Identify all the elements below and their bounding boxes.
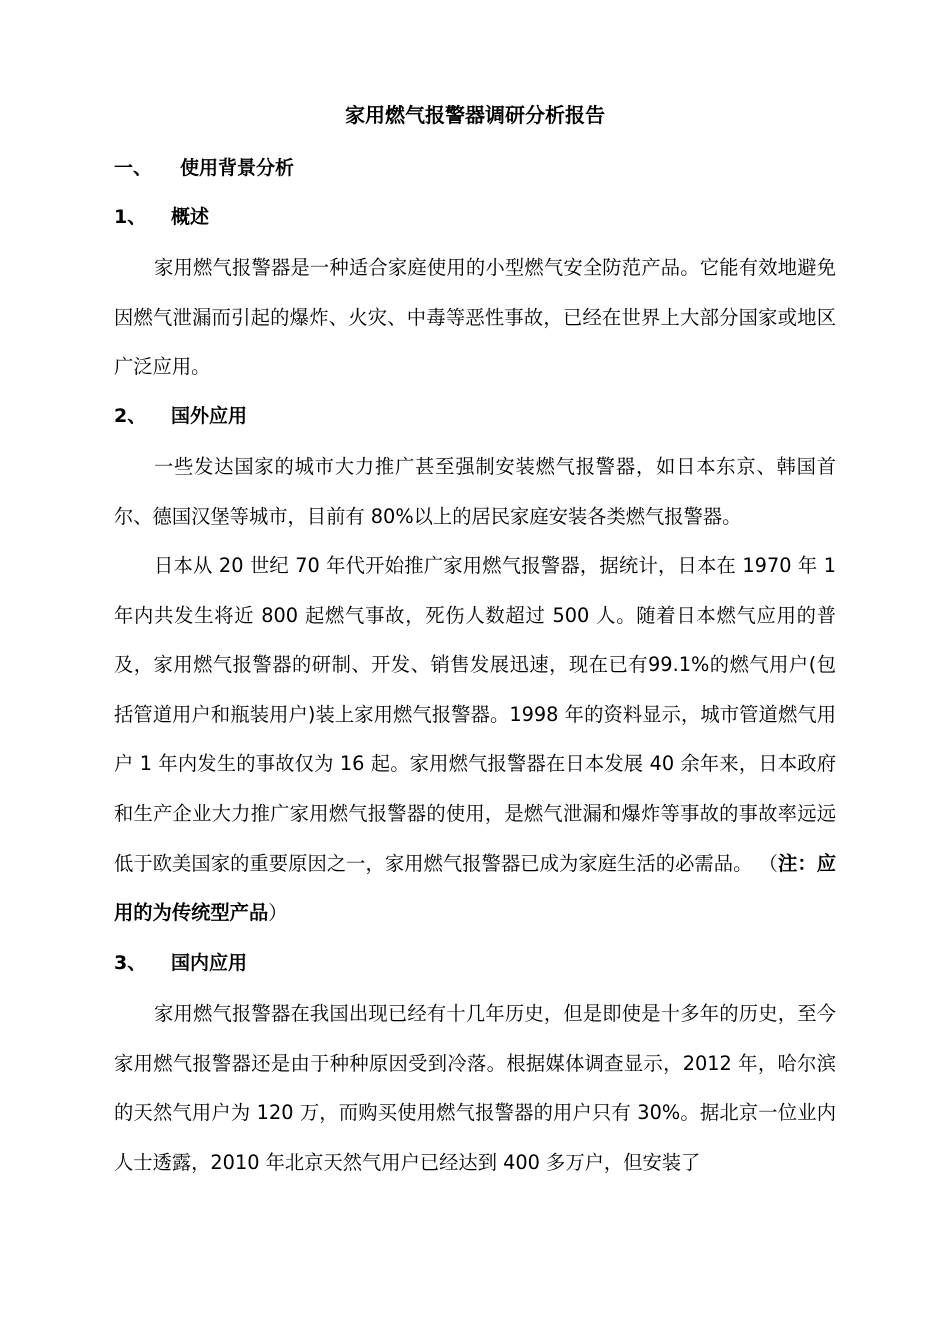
subsection-number: 3、	[114, 952, 147, 974]
section-heading-text: 使用背景分析	[180, 157, 295, 179]
subsection-number: 2、	[114, 405, 147, 427]
subsection-heading-text: 概述	[171, 206, 210, 228]
note-text: 注：应用的为传统型产品	[114, 851, 837, 925]
paragraph-overview: 家用燃气报警器是一种适合家庭使用的小型燃气安全防范产品。它能有效地避免因燃气泄漏而引起的爆炸、火灾、中毒等恶性事故，已经在世界上大部分国家或地区广泛应用。	[114, 256, 836, 379]
subsection-heading-text: 国内应用	[171, 952, 248, 974]
subsection-heading-text: 国外应用	[171, 405, 248, 427]
paragraph-foreign-1: 一些发达国家的城市大力推广甚至强制安装燃气报警器，如日本东京、韩国首尔、德国汉堡等城市，目前有 80%以上的居民家庭安装各类燃气报警器。	[114, 455, 836, 528]
paragraph-domestic: 家用燃气报警器在我国出现已经有十几年历史，但是即使是十多年的历史，至今家用燃气报警器还是由于种种原因受到冷落。根据媒体调查显示，2012 年，哈尔滨的天然气用户为 120 万，而购买使用燃气报警器的用户只有 30%。据北京一位业内人士透露，2010 年北京天然气用户已经达到 400 多万户，但安装了	[114, 1002, 836, 1174]
subsection-heading-2	[114, 399, 247, 433]
document-title: 家用燃气报警器调研分析报告	[345, 103, 605, 127]
section-number: 一、	[114, 157, 153, 179]
paragraph-foreign-2	[114, 541, 836, 938]
paragraph-foreign-2-text: 日本从 20 世纪 70 年代开始推广家用燃气报警器，据统计，日本在 1970 年 1 年内共发生将近 800 起燃气事故，死伤人数超过 500 人。随着日本燃气应用的普及，家用燃气报警器的研制、开发、销售发展迅速，现在已有99.1%的燃气用户(包括管道用户和瓶装用户)装上家用燃气报警器。1998 年的资料显示，城市管道燃气用户 1 年内发生的事故仅为 16 起。家用燃气报警器在日本发展 40 余年来，日本政府和生产企业大力推广家用燃气报警器的使用，是燃气泄漏和爆炸等事故的事故率远远低于欧美国家的重要原因之一，家用燃气报警器已成为家庭生活的必需品。	[114, 554, 836, 875]
section-heading-1	[114, 151, 294, 185]
note-open-paren: （	[758, 851, 779, 875]
subsection-number: 1、	[114, 206, 147, 228]
subsection-heading-1	[114, 200, 209, 234]
subsection-heading-3	[114, 946, 247, 980]
note-close-paren: ）	[268, 901, 288, 925]
